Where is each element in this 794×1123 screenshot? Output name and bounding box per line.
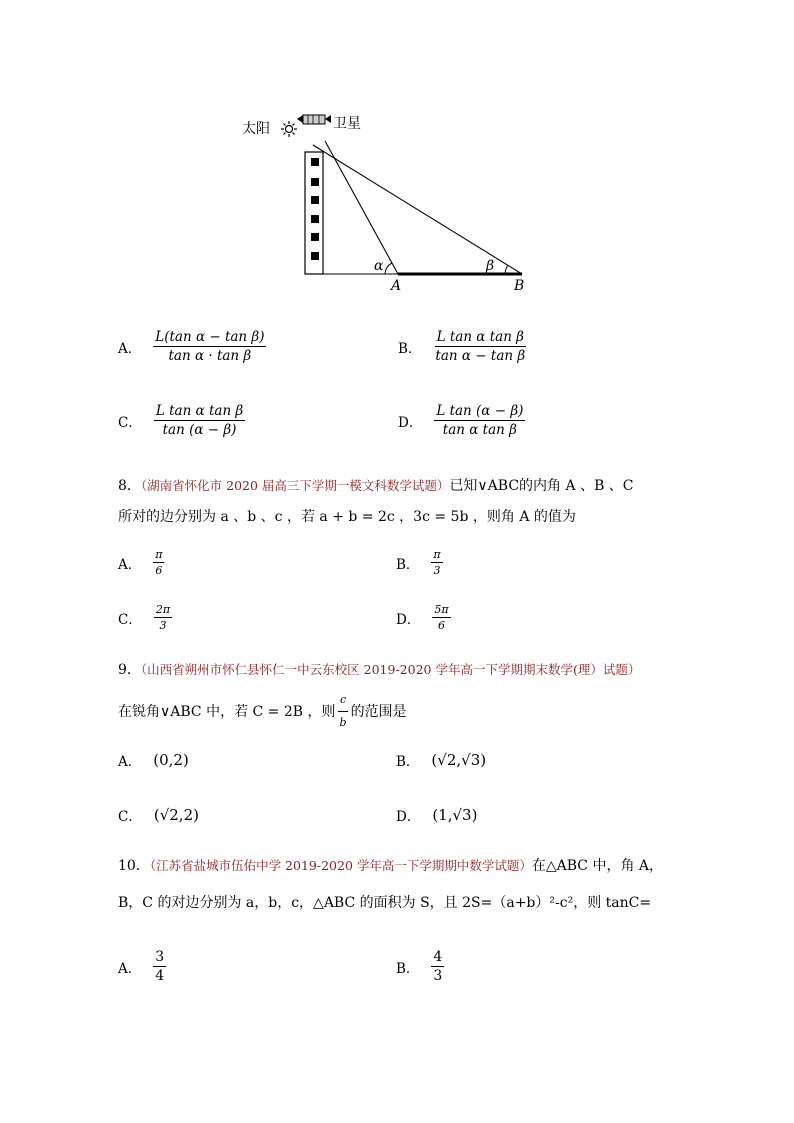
point-b-label: B xyxy=(514,278,525,294)
frac-num: 4 xyxy=(433,949,443,965)
option-fraction xyxy=(153,949,166,984)
frac-den: tan α tan β xyxy=(442,422,517,438)
frac-num: L tan α tan β xyxy=(155,403,244,419)
option-fraction xyxy=(153,329,266,364)
option-label: D． xyxy=(398,414,423,431)
q8-line-1 xyxy=(118,476,634,496)
q10-option-b[interactable] xyxy=(396,949,444,984)
option-label: D． xyxy=(396,611,421,628)
option-label: B． xyxy=(396,556,420,573)
q10-line-1 xyxy=(118,856,663,876)
option-fraction xyxy=(434,403,525,438)
option-value: (√2,√3) xyxy=(431,751,487,769)
option-label: B． xyxy=(396,754,420,770)
option-value: (0,2) xyxy=(153,751,189,769)
option-fraction xyxy=(433,329,527,364)
frac-den: tan α − tan β xyxy=(435,348,526,364)
c-over-b-fraction xyxy=(338,690,349,733)
option-label: B． xyxy=(396,960,420,977)
frac-num: π xyxy=(155,548,163,561)
option-label: A． xyxy=(118,340,142,357)
frac-num: L tan α tan β xyxy=(436,329,524,345)
question-source: （山西省朔州市怀仁县怀仁一中云东校区 2019-2020 学年高一下学期期末数学(理）试题） xyxy=(140,662,641,677)
frac-den: b xyxy=(339,716,347,729)
sun-icon xyxy=(281,121,297,137)
ray-to-a xyxy=(325,141,398,274)
question-text-end: 的范围是 xyxy=(350,703,407,720)
option-label: C． xyxy=(118,809,142,825)
option-value: (1,√3) xyxy=(432,806,478,824)
beta-label: β xyxy=(486,258,495,274)
ray-to-b xyxy=(313,145,522,274)
frac-num: 2π xyxy=(155,603,171,616)
option-label: A． xyxy=(118,960,142,977)
satellite-label: 卫星 xyxy=(333,116,361,132)
frac-num: 5π xyxy=(434,603,449,616)
q10-option-a[interactable] xyxy=(118,949,166,984)
question-source: （江苏省盐城市伍佑中学 2019-2020 学年高一下学期期中数学试题） xyxy=(149,858,532,873)
alpha-label: α xyxy=(374,258,384,274)
option-label: C． xyxy=(118,611,142,628)
q8-option-c[interactable] xyxy=(118,603,172,632)
option-label: A． xyxy=(118,754,142,770)
question-number: 10． xyxy=(118,858,150,874)
option-value: (√2,2) xyxy=(153,806,199,824)
frac-den: 6 xyxy=(155,564,163,577)
frac-den: 6 xyxy=(437,619,445,632)
frac-den: tan (α − β) xyxy=(162,422,237,438)
option-fraction xyxy=(431,548,442,577)
angle-alpha-arc xyxy=(385,263,392,274)
frac-num: 3 xyxy=(155,949,165,965)
q7-option-d[interactable] xyxy=(398,403,525,438)
q9-option-b[interactable] xyxy=(396,750,486,770)
q10-line-2: B，C 的对边分别为 a，b，c，△ABC 的面积为 S，且 2S=（a+b）²-c²，则 tanC= xyxy=(118,895,652,911)
q8-option-b[interactable] xyxy=(396,548,443,577)
q9-option-c[interactable] xyxy=(118,805,199,825)
option-label: B． xyxy=(398,340,422,357)
q9-option-d[interactable] xyxy=(396,805,477,825)
q7-option-c[interactable] xyxy=(118,403,245,438)
q7-option-a[interactable] xyxy=(118,329,266,364)
question-number: 9． xyxy=(118,662,141,678)
question-text: 已知∨ABC的内角 A 、B 、C xyxy=(449,478,634,494)
question-text: 在锐角∨ABC 中，若 C = 2B ，则 xyxy=(118,703,336,720)
sun-label: 太阳 xyxy=(242,121,270,137)
frac-den: tan α · tan β xyxy=(168,348,252,364)
q8-option-a[interactable] xyxy=(118,548,164,577)
point-a-label: A xyxy=(391,278,402,294)
option-fraction xyxy=(154,603,172,632)
option-fraction xyxy=(432,603,450,632)
option-label: A． xyxy=(118,556,142,573)
frac-num: L tan (α − β) xyxy=(436,403,524,419)
q8-line-2: 所对的边分别为 a 、b 、c ，若 a + b = 2c ，3c = 5b ，则角 A 的值为 xyxy=(118,509,576,525)
q9-line-2 xyxy=(118,690,407,733)
frac-den: 3 xyxy=(159,619,167,632)
frac-den: 4 xyxy=(155,968,165,984)
option-label: C． xyxy=(118,414,142,431)
option-fraction xyxy=(154,403,245,438)
q7-option-b[interactable] xyxy=(398,329,527,364)
q8-option-d[interactable] xyxy=(396,603,451,632)
option-label: D． xyxy=(396,809,421,825)
frac-num: L(tan α − tan β) xyxy=(155,329,265,345)
q9-option-a[interactable] xyxy=(118,750,189,770)
option-fraction xyxy=(431,949,444,984)
frac-num: π xyxy=(433,548,441,561)
satellite-icon xyxy=(297,115,331,124)
question-number: 8． xyxy=(118,478,141,494)
option-fraction xyxy=(153,548,164,577)
frac-den: 3 xyxy=(433,968,443,984)
question-source: （湖南省怀化市 2020 届高三下学期一模文科数学试题） xyxy=(140,478,450,493)
q9-line-1 xyxy=(118,660,640,680)
question-text: 在△ABC 中，角 A， xyxy=(531,858,664,874)
frac-num: c xyxy=(338,690,348,712)
frac-den: 3 xyxy=(433,564,441,577)
